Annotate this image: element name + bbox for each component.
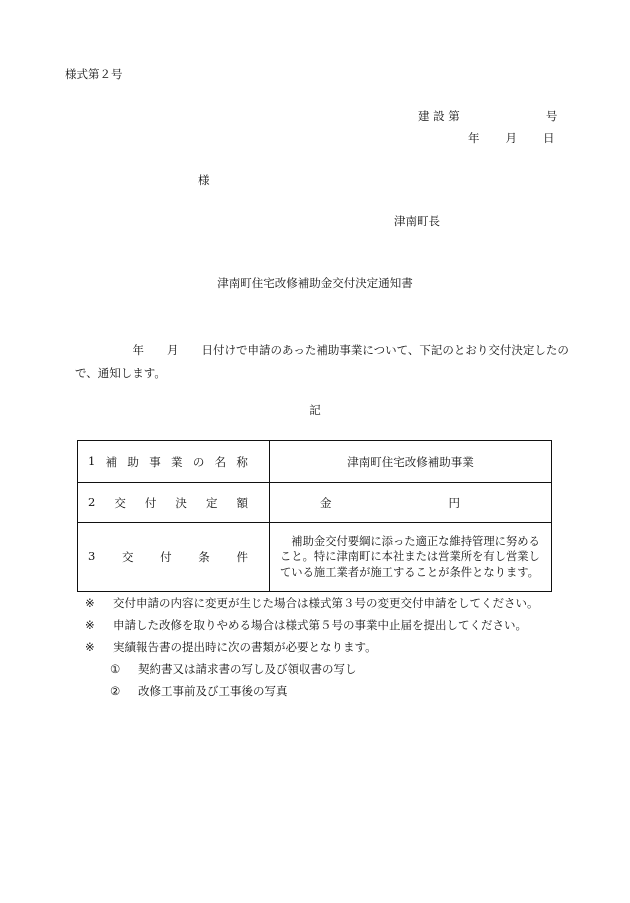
label-char: 付 xyxy=(144,495,157,510)
note-text: 交付申請の内容に変更が生じた場合は様式第３号の変更交付申請をしてください。 xyxy=(113,596,539,610)
label-char: 付 xyxy=(160,550,172,564)
label-char: 2 xyxy=(88,494,96,509)
label-char: 名 xyxy=(214,454,227,469)
document-number xyxy=(418,108,557,124)
amount-value xyxy=(270,483,552,523)
table-row xyxy=(78,523,552,592)
note-text: 申請した改修を取りやめる場合は様式第５号の事業中止届を提出してください。 xyxy=(113,618,527,632)
table-row xyxy=(78,483,552,523)
label-char: 業 xyxy=(171,454,183,469)
label-char: 交 xyxy=(114,495,126,510)
ki-heading: 記 xyxy=(309,403,321,417)
note-mark: ※ xyxy=(85,618,95,632)
note-item xyxy=(85,617,527,633)
label-char: 額 xyxy=(236,495,248,510)
note-item xyxy=(85,639,377,655)
document-number-suffix: 号 xyxy=(545,109,558,123)
label-char: 助 xyxy=(127,454,139,469)
sub-text: 改修工事前及び工事後の写真 xyxy=(138,684,288,698)
label-char: 定 xyxy=(205,495,218,510)
sub-mark: ② xyxy=(110,684,121,698)
label-char: の xyxy=(192,454,205,469)
label-char: 交 xyxy=(121,550,134,564)
note-mark: ※ xyxy=(85,640,95,654)
note-item xyxy=(85,595,539,611)
label-char: 決 xyxy=(175,495,187,510)
body-text: 年 月 日付けで申請のあった補助事業について、下記のとおり交付決定したので、通知します。 xyxy=(75,343,569,380)
form-number: 様式第２号 xyxy=(65,67,123,81)
amount-suffix: 円 xyxy=(448,495,460,510)
label-char: 1 xyxy=(88,453,96,468)
date-year: 年 xyxy=(468,131,480,145)
table-row xyxy=(78,441,552,483)
row-label xyxy=(78,523,270,592)
date-month: 月 xyxy=(505,131,517,145)
project-name-value: 津南町住宅改修補助事業 xyxy=(270,441,552,483)
label-char: 件 xyxy=(236,550,248,564)
document-title: 津南町住宅改修補助金交付決定通知書 xyxy=(217,276,413,290)
row-label xyxy=(78,483,270,523)
conditions-value: 補助金交付要綱に添った適正な維持管理に努めること。特に津南町に本社または営業所を有し営業している施工業者が施工することが条件となります。 xyxy=(270,523,552,592)
document-number-prefix: 建 設 第 xyxy=(418,109,460,123)
note-mark: ※ xyxy=(85,596,95,610)
label-char: 3 xyxy=(88,549,96,563)
recipient-honorific: 様 xyxy=(198,173,210,187)
sub-item xyxy=(110,683,288,699)
issue-date xyxy=(468,130,555,146)
label-char: 条 xyxy=(198,550,210,564)
detail-table xyxy=(77,440,552,592)
date-day: 日 xyxy=(543,131,555,145)
label-char: 事 xyxy=(149,454,161,469)
sub-item xyxy=(110,661,357,677)
sub-mark: ① xyxy=(110,662,121,676)
note-text: 実績報告書の提出時に次の書類が必要となります。 xyxy=(113,640,377,654)
row-label xyxy=(78,441,270,483)
issuer-name: 津南町長 xyxy=(394,214,440,228)
sub-text: 契約書又は請求書の写し及び領収書の写し xyxy=(138,662,357,676)
label-char: 称 xyxy=(236,454,248,469)
label-char: 補 xyxy=(105,454,118,469)
amount-prefix: 金 xyxy=(320,495,332,510)
